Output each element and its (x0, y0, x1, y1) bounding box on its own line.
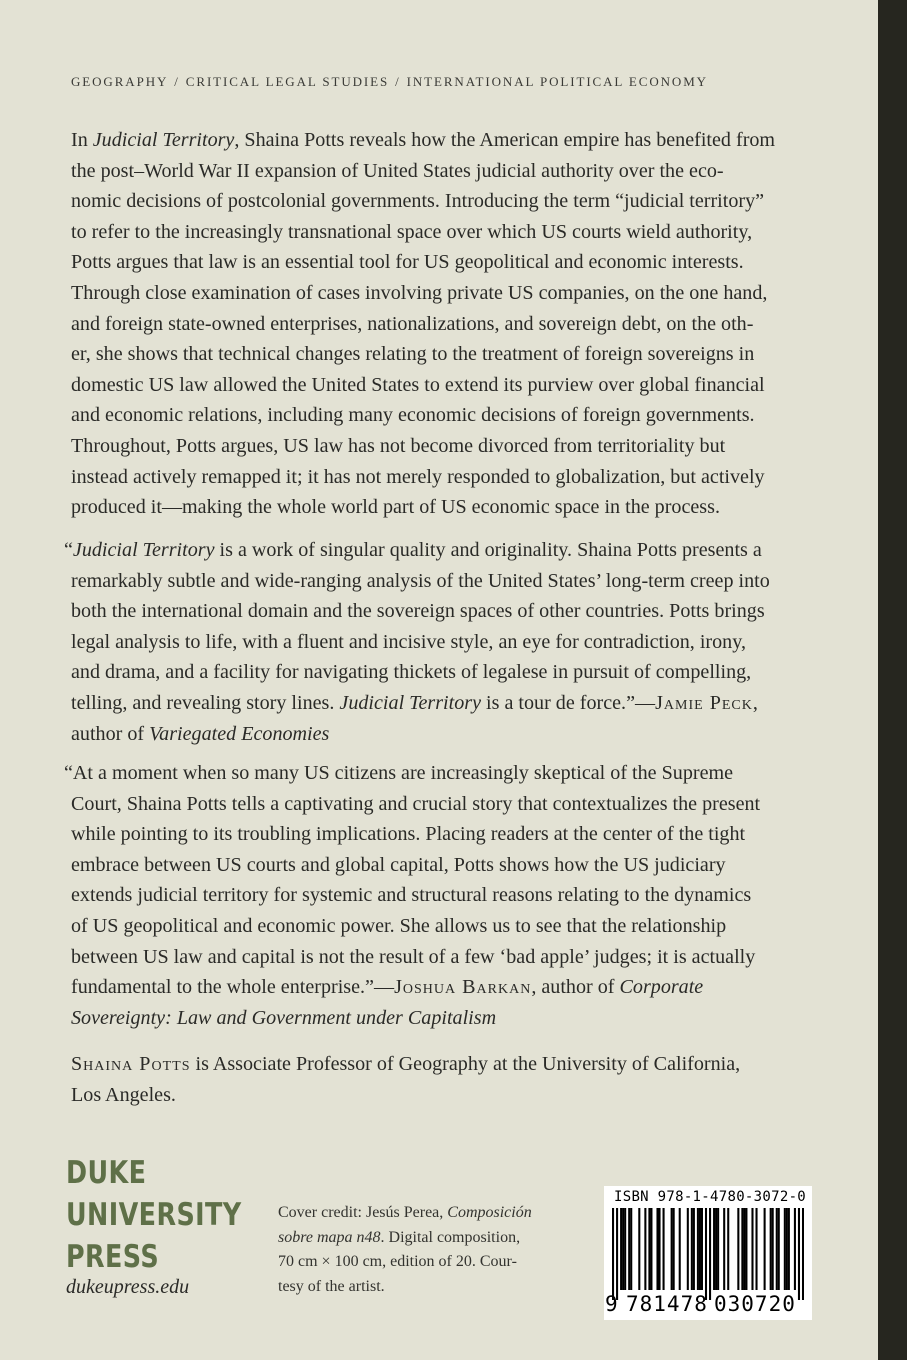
description-line: the post–World War II expansion of United States judicial authority over the eco- (71, 159, 724, 182)
barcode-bar (701, 1208, 703, 1290)
endorser-book-title: Sovereignty: Law and Government under Capitalism (71, 1006, 497, 1029)
blurb-text: author of (71, 722, 150, 745)
barcode-bar (794, 1208, 796, 1290)
description-line: instead actively remapped it; it has not merely responded to globalization, but actively (71, 465, 765, 488)
barcode-bar (776, 1208, 778, 1290)
barcode-bar (630, 1208, 632, 1290)
blurb-line (64, 535, 814, 566)
blurb-line: legal analysis to life, with a fluent and incisive style, an eye for contradiction, irony, (71, 630, 746, 653)
barcode-bar (616, 1208, 618, 1300)
barcode-bar (737, 1208, 739, 1290)
barcode-bar (715, 1208, 717, 1290)
description-line: domestic US law allowed the United States to extend its purview over global financial (71, 373, 765, 396)
credit-line (278, 1201, 568, 1226)
barcode-right-group: 030720 (714, 1292, 796, 1316)
description-line (71, 125, 821, 156)
barcode-bar (663, 1208, 665, 1290)
description-line: Through close examination of cases involving private US companies, on the one hand, (71, 281, 768, 304)
description-text: In (71, 129, 93, 151)
open-quote: “ (64, 539, 73, 561)
blurb-text: , author of (531, 976, 620, 999)
category-critical-legal-studies: CRITICAL LEGAL STUDIES (185, 74, 390, 89)
category-separator: / (395, 74, 401, 89)
blurb-line: of US geopolitical and economic power. She allows us to see that the relationship (71, 914, 727, 937)
barcode-bar (622, 1208, 624, 1290)
barcode-first-digit: 9 (605, 1292, 618, 1316)
description-line: Potts argues that law is an essential tool for US geopolitical and economic interests. (71, 251, 744, 274)
endorser-book-title: Corporate (619, 976, 704, 999)
blurb-line: embrace between US courts and global capital, Potts shows how the US judiciary (71, 853, 726, 876)
barcode-bar (693, 1208, 695, 1290)
barcode-bar (772, 1208, 774, 1290)
bio-line: Los Angeles. (71, 1083, 176, 1106)
barcode-bar (691, 1208, 693, 1290)
credit-line (278, 1226, 568, 1251)
blurb-line: remarkably subtle and wide-ranging analysis of the United States’ long-term creep into (71, 569, 770, 592)
book-title: Judicial Territory (72, 539, 215, 561)
barcode-bar (788, 1208, 790, 1290)
barcode-bar (751, 1208, 753, 1290)
endorser-name: Joshua Barkan (394, 976, 532, 999)
barcode-bar (764, 1208, 766, 1290)
artwork-title: Composición (447, 1204, 532, 1221)
barcode-bar (673, 1208, 675, 1290)
blurb-line (64, 719, 814, 750)
barcode-bar (612, 1208, 614, 1300)
author-name: Shaina Potts (71, 1053, 191, 1075)
book-description (71, 125, 821, 523)
blurb-line: “At a moment when so many US citizens are increasingly skeptical of the Supreme (64, 762, 734, 784)
barcode-bar (679, 1208, 681, 1290)
barcode-bar (697, 1208, 699, 1290)
barcode-bar (638, 1208, 640, 1290)
endorser-name: Jamie Peck (655, 691, 753, 714)
publisher-url: dukeupress.edu (66, 1276, 190, 1298)
barcode-bars (612, 1208, 804, 1300)
book-title: Judicial Territory (339, 691, 482, 714)
description-line: Throughout, Potts argues, US law has not become divorced from territoriality but (71, 434, 726, 457)
category-international-political-economy: INTERNATIONAL POLITICAL ECONOMY (406, 74, 708, 89)
credit-text: Cover credit: Jesús Perea, (278, 1204, 448, 1221)
barcode-bar (713, 1208, 715, 1290)
endorser-book-title: Variegated Economies (149, 722, 330, 745)
barcode-bar (784, 1208, 786, 1290)
blurb-line: and drama, and a facility for navigating thickets of legalese in pursuit of compelling, (71, 661, 752, 684)
logo-line: UNIVERSITY (66, 1197, 242, 1233)
barcode-bar (778, 1208, 780, 1290)
barcode-bar (687, 1208, 689, 1290)
barcode-bar (699, 1208, 701, 1290)
blurb-line: Court, Shaina Potts tells a captivating and crucial story that contextualizes the present (71, 792, 761, 815)
description-line: er, she shows that technical changes relating to the treatment of foreign sovereigns in (71, 343, 755, 366)
description-line: to refer to the increasingly transnational space over which US courts wield authority, (71, 220, 753, 243)
credit-line: tesy of the artist. (278, 1277, 385, 1295)
bio-line (71, 1049, 821, 1080)
blurb-line: extends judicial territory for systemic and structural reasons relating to the dynamics (71, 884, 752, 907)
blurb-text: fundamental to the whole enterprise.”— (71, 976, 395, 999)
description-line: nomic decisions of postcolonial governments. Introducing the term “judicial territory” (71, 190, 765, 213)
blurb-line (64, 688, 814, 719)
subject-categories (71, 74, 831, 90)
endorsement-barkan (64, 758, 814, 1033)
barcode-bar (798, 1208, 800, 1300)
credit-line: 70 cm × 100 cm, edition of 20. Cour- (278, 1253, 517, 1270)
barcode-left-group: 781478 (626, 1292, 708, 1316)
barcode-bar (624, 1208, 626, 1290)
endorsement-peck (64, 535, 814, 749)
category-separator: / (174, 74, 180, 89)
blurb-text: is a work of singular quality and originality. Shaina Potts presents a (214, 539, 762, 561)
description-text: , Shaina Potts reveals how the American empire has benefited from (234, 129, 776, 151)
barcode-bar (671, 1208, 673, 1290)
logo-line: PRESS (66, 1239, 160, 1275)
barcode-bar (770, 1208, 772, 1290)
blurb-text: is a tour de force.”— (481, 691, 656, 714)
description-line: produced it—making the whole world part of US economic space in the process. (71, 496, 720, 519)
blurb-text: , (752, 691, 758, 714)
barcode-bar (656, 1208, 658, 1290)
bio-text: is Associate Professor of Geography at the University of California, (190, 1053, 741, 1075)
cover-credit (278, 1201, 568, 1299)
publisher-logo (66, 1152, 242, 1278)
spine-edge (878, 0, 907, 1360)
logo-line: DUKE (66, 1155, 147, 1191)
barcode-bar (628, 1208, 630, 1290)
book-title: Judicial Territory (92, 129, 235, 151)
barcode-bar (743, 1208, 745, 1290)
credit-text: . Digital composition, (380, 1228, 521, 1246)
barcode-bar (727, 1208, 729, 1290)
barcode-bar (802, 1208, 804, 1300)
isbn-label: ISBN 978-1-4780-3072-0 (614, 1189, 807, 1205)
barcode-bar (620, 1208, 622, 1290)
description-line: and foreign state-owned enterprises, nationalizations, and sovereign debt, on the oth- (71, 312, 754, 335)
blurb-line: while pointing to its troubling implications. Placing readers at the center of the tight (71, 823, 746, 846)
artwork-title: sobre mapa n48 (278, 1228, 381, 1246)
blurb-line: both the international domain and the sovereign spaces of other countries. Potts brings (71, 600, 765, 623)
category-geography: GEOGRAPHY (71, 74, 169, 89)
blurb-text: telling, and revealing story lines. (71, 691, 340, 714)
barcode-bar (723, 1208, 725, 1290)
barcode-bar (648, 1208, 650, 1290)
blurb-line (64, 972, 814, 1003)
barcode-bar (717, 1208, 719, 1290)
blurb-line (64, 1003, 814, 1034)
barcode-bar (741, 1208, 743, 1290)
barcode-bar (745, 1208, 747, 1290)
barcode-bar (644, 1208, 646, 1290)
author-bio (71, 1049, 821, 1110)
barcode-bar (705, 1208, 707, 1300)
barcode-bar (658, 1208, 660, 1290)
isbn-barcode (604, 1186, 812, 1320)
barcode-bar (755, 1208, 757, 1290)
blurb-line: between US law and capital is not the result of a few ‘bad apple’ judges; it is actually (71, 945, 756, 968)
barcode-bar (709, 1208, 711, 1300)
description-line: and economic relations, including many economic decisions of foreign governments. (71, 404, 755, 427)
barcode-bar (786, 1208, 788, 1290)
barcode-bar (650, 1208, 652, 1290)
